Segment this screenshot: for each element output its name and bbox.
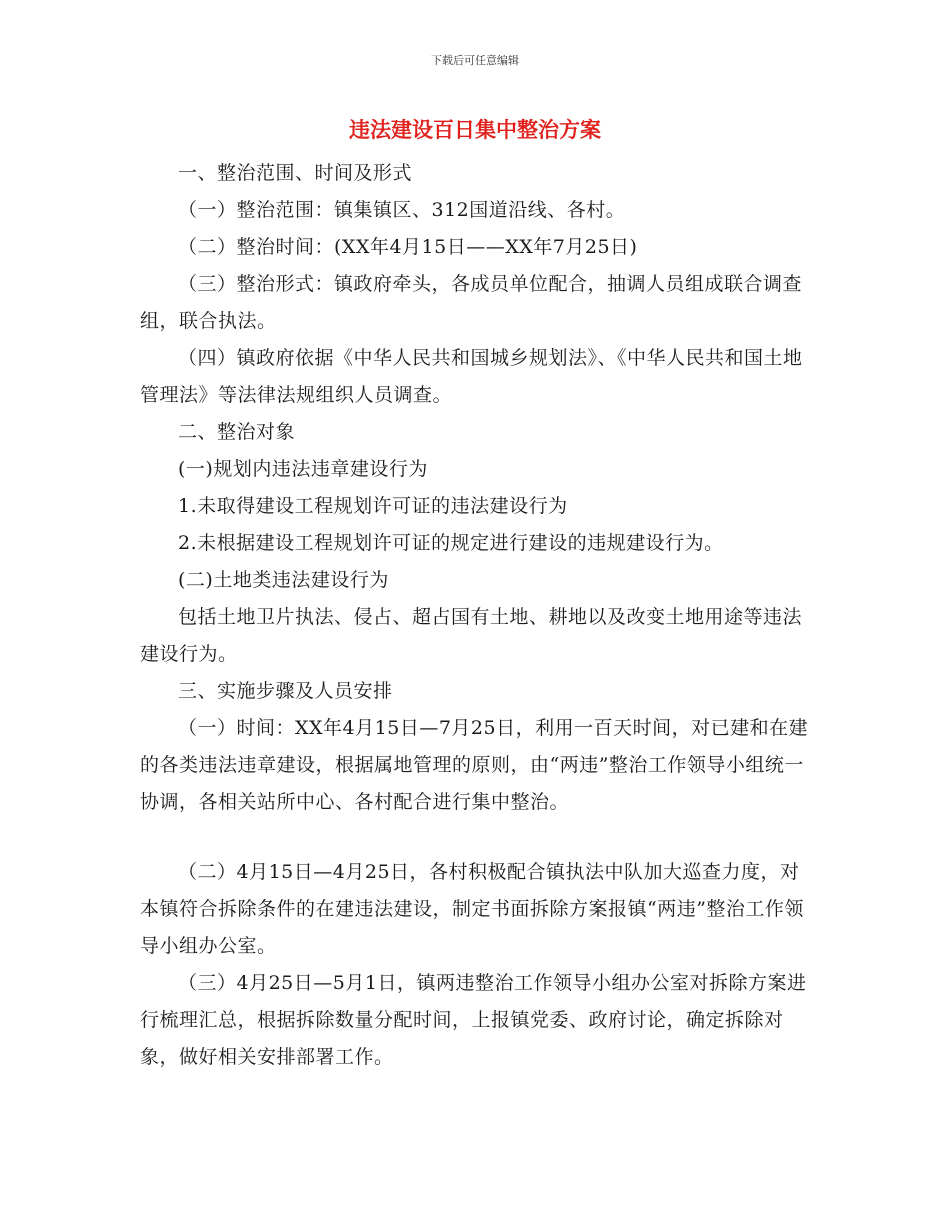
subheading-planning-violations: (一)规划内违法违章建设行为 [178,458,428,480]
list-item-1: 1.未取得建设工程规划许可证的违法建设行为 [178,495,568,517]
paragraph-spacer [140,821,812,854]
paragraph-time: （二）整治时间：(XX年4月15日——XX年7月25日) [178,236,638,258]
list-item-2: 2.未根据建设工程规划许可证的规定进行建设的违规建设行为。 [178,532,724,554]
section-heading-1: 一、整治范围、时间及形式 [178,162,413,184]
page-header-note: 下载后可任意编辑 [431,54,519,67]
paragraph-form: （三）整治形式：镇政府牵头，各成员单位配合，抽调人员组成联合调查组，联合执法。 [140,273,803,332]
section-heading-2: 二、整治对象 [178,421,296,443]
document-body [140,155,812,1076]
subheading-land-violations: (二)土地类违法建设行为 [178,569,389,591]
paragraph-scope: （一）整治范围：镇集镇区、312国道沿线、各村。 [178,199,626,221]
paragraph-step-2: （二）4月15日—4月25日，各村积极配合镇执法中队加大巡查力度，对本镇符合拆除条件的在建违法建设，制定书面拆除方案报镇“两违”整治工作领导小组办公室。 [140,861,804,957]
document-title: 违法建设百日集中整治方案 [349,118,601,142]
section-heading-3: 三、实施步骤及人员安排 [178,680,393,702]
paragraph-land-violations: 包括土地卫片执法、侵占、超占国有土地、耕地以及改变土地用途等违法建设行为。 [140,606,803,665]
paragraph-step-1: （一）时间：XX年4月15日—7月25日，利用一百天时间，对已建和在建的各类违法违章建设，根据属地管理的原则，由“两违”整治工作领导小组统一协调，各相关站所中心、各村配合进行集中整治。 [140,717,809,813]
paragraph-step-3: （三）4月25日—5月1日，镇两违整治工作领导小组办公室对拆除方案进行梳理汇总，根据拆除数量分配时间，上报镇党委、政府讨论，确定拆除对象，做好相关安排部署工作。 [140,972,807,1068]
paragraph-legal-basis: （四）镇政府依据《中华人民共和国城乡规划法》、《中华人民共和国土地管理法》等法律法规组织人员调查。 [140,347,803,406]
